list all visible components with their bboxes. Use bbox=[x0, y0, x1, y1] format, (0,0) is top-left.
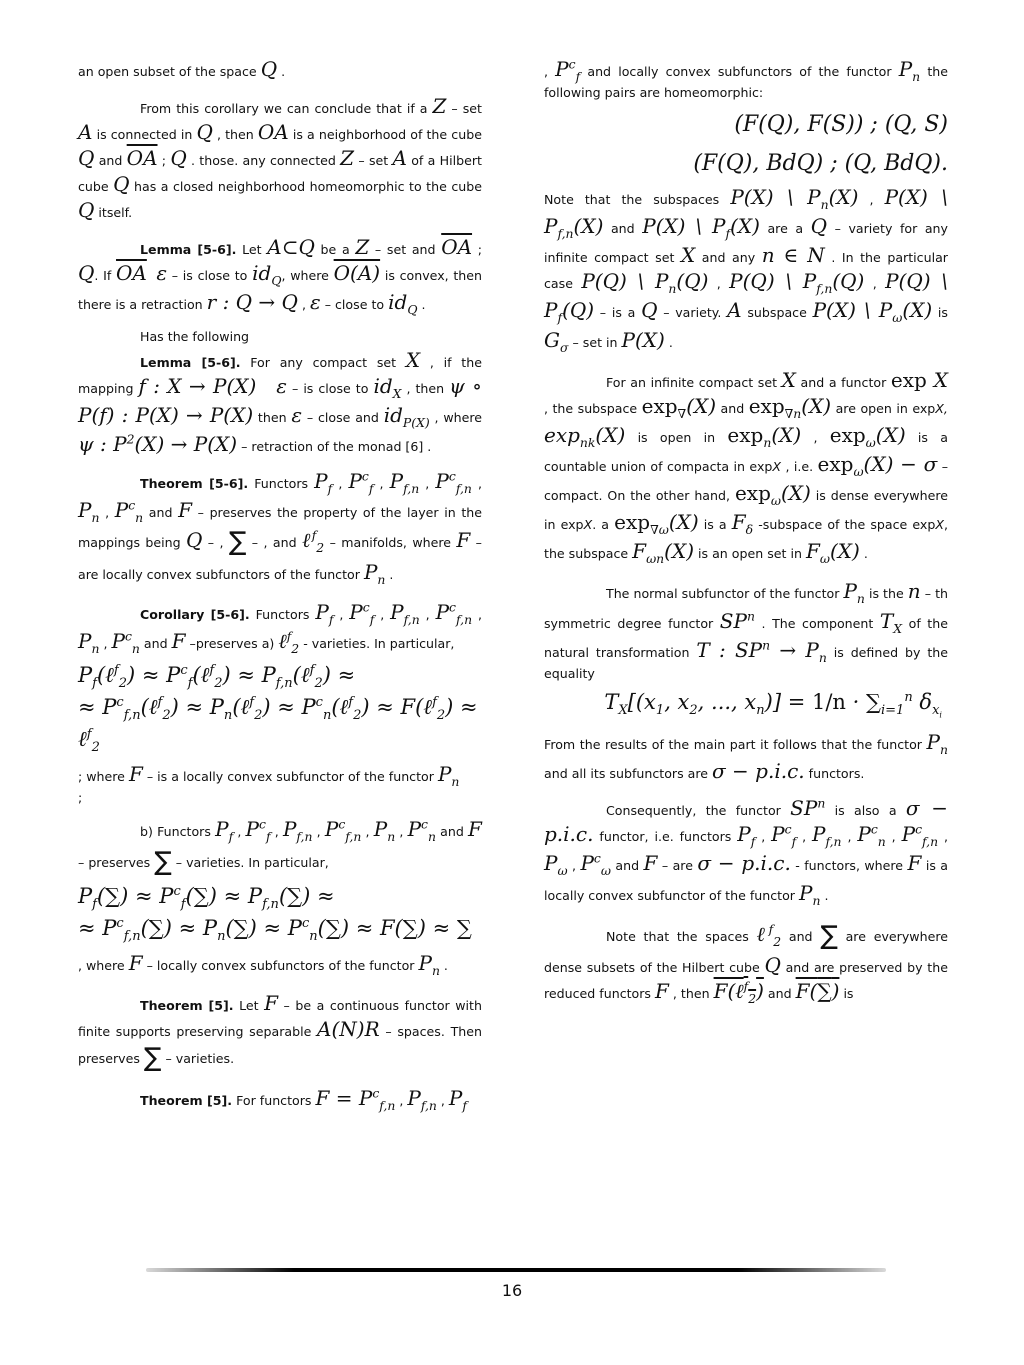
paragraph-corollary-conclusion: From this corollary we can conclude that if a Z – set A is connected in Q , then OA is a neighborhood of the cube Q and $\overline{OA}$ ; Q . those. any connected Z – set A of a Hilbert cube Q has a closed neighborhood homeomorphic to the cube Q itself. bbox=[78, 94, 482, 222]
paragraph-homeomorphic-pairs: , $P^c_f$ and locally convex subfunctors of the functor $P_n$ the following pairs are homeomorphic: bbox=[544, 56, 948, 101]
paragraph-main-results: From the results of the main part it follows that the functor $P_n$ and all its subfunctors are σ − p.i.c. functors. bbox=[544, 730, 948, 784]
left-column bbox=[78, 56, 482, 1125]
page-number: 16 bbox=[501, 1281, 523, 1300]
paragraph-consequently: Consequently, the functor $SP^n$ is also a σ − p.i.c. functor, i.e. functors $P_f$ , $P^c_f$ , $P_{f,n}$ , $P^c_n$ , $P^c_{f,n}$ , $P_\omega$ , $P^c_\omega$ and F – are σ − p.i.c. - functors, where F is a locally convex subfunctor of the functor $P_n$ . bbox=[544, 795, 949, 908]
formula-homeomorphic-pairs: (F(Q), F(S)) ; (Q, S) (F(Q), BdQ) ; (Q, BdQ). bbox=[693, 111, 948, 177]
has-following: Has the following bbox=[140, 329, 250, 345]
formula-sigma-chain: $P_f(\sum) \approx P^c_f(\sum) \approx P_{f,n}(\sum)$ ≈ ≈ $P^c_{f,n}(\sum) \approx P_n(\sum) \approx P^c_n(\sum) \approx F(\sum)$ ≈ ∑ bbox=[78, 884, 472, 945]
paragraph-exp-subspaces: For an infinite compact set X and a functor exp X , the subspace $\exp_\nabla(X)$ and $\exp_{\nabla n}(X)$ are open in expX, $\exp_{nk}(X)$ is open in $\exp_n(X)$ , $\exp_\omega(X)$ is a countable union of compacta in expX , i.e. $\exp_\omega(X) - \sigma$ – compact. On the other hand, $\exp_\omega(X)$ is dense everywhere in expX. a $\exp_{\nabla\omega}(X)$ is a $F_\delta$ -subspace of the space expX, the subspace $F_{\omega n}(X)$ is an open set in $F_\omega(X)$ . bbox=[544, 367, 949, 567]
corollary-varieties: Corollary [5-6]. Functors $P_f$ , $P^c_f$ , $P_{f,n}$ , $P^c_{f,n}$ , $P_n$ , $P^c_n$ and F –preserves a) ℓ$^f_2$ - varieties. In particular, bbox=[78, 599, 483, 657]
lemma-retraction: Lemma [5-6]. Let A⊂Q be a Z – set and $\overline{OA}$ ; Q. If $\overline{OA}$ ε – is close to $id_Q$, where O(A) is convex, then there is a retraction r : Q → Q , ε – close to $id_Q$ . bbox=[78, 235, 483, 318]
lemma-compact-set: Lemma [5-6]. For any compact set X , if the mapping f : X → P(X) ε – is close to $id_X$ , then ψ ∘ P(f) : P(X) → P(X) then ε – close and $id_{P(X)}$ , where ψ : $P^2(X) \to P(X)$ – retraction of the monad [6] . bbox=[78, 347, 482, 457]
paragraph-subspaces-note: Note that the subspaces P(X) \ $P_n(X)$ , P(X) \ $P_{f,n}(X)$ and P(X) \ $P_f(X)$ are a Q – variety for any infinite compact set X and any n ∈ N . In the particular case P(Q) \ $P_n(Q)$ , P(Q) \ $P_{f,n}(Q)$ , P(Q) \ $P_f(Q)$ – is a Q – variety. A subspace P(X) \ $P_\omega(X)$ is $G_\sigma$ – set in P(X) . bbox=[544, 185, 949, 355]
formula-natural-transformation: $T_X[(x_1$, $x_2$, ..., $x_n)] = 1/n \cdot \sum_{i=1}^n$ $\delta_{x_i}$ bbox=[604, 689, 942, 720]
theorem-functors: Theorem [5]. For functors $F = P^c_{f,n}$ , $P_{f,n}$ , $P_f$ bbox=[140, 1085, 467, 1114]
corollary-note-b: , where F – locally convex subfunctors of the functor $P_n$ . bbox=[78, 950, 448, 978]
footer-rule bbox=[146, 1268, 886, 1272]
paragraph-dense-subsets: Note that the spaces ℓ$^f_2$ and ∑ are everywhere dense subsets of the Hilbert cube Q and are preserved by the reduced functors F , then F(ℓ$^f_2$) and F(∑) is bbox=[544, 920, 948, 1007]
corollary-note-a: ; where F – is a locally convex subfunctor of the functor $P_n$ ; bbox=[78, 761, 460, 805]
theorem-layer-property: Theorem [5-6]. Functors $P_f$ , $P^c_f$ , $P_{f,n}$ , $P^c_{f,n}$ , $P_n$ , $P^c_n$ and F – preserves the property of the layer in the mappings being Q – , ∑ – , and ℓ$^f_2$ – manifolds, where F – are locally convex subfunctors of the functor $P_n$ . bbox=[78, 468, 483, 587]
corollary-part-b: b) Functors $P_f$ , $P^c_f$ , $P_{f,n}$ , $P^c_{f,n}$ , $P_n$ , $P^c_n$ and F – preserves ∑ – varieties. In particular, bbox=[78, 816, 482, 877]
right-column bbox=[544, 56, 948, 1018]
paragraph-normal-subfunctor: The normal subfunctor of the functor $P_n$ is the n – th symmetric degree functor $SP^n$ . The component $T_X$ of the natural transformation T : $SP^n \to P_n$ is defined by the equality bbox=[544, 579, 948, 681]
theorem-continuous-functor: Theorem [5]. Let F – be a continuous functor with finite supports preserving separable A(N)R – spaces. Then preserves ∑ – varieties. bbox=[78, 990, 482, 1073]
formula-l2f-chain: $P_f(\ell^f_2)$ ≈ $P^c_f(\ell^f_2)$ ≈ $P_{f,n}(\ell^f_2)$ ≈ ≈ $P^c_{f,n}(\ell^f_2)$ ≈ $P_n(\ell^f_2)$ ≈ $P^c_n(\ell^f_2)$ ≈ F(ℓ$^f_2$) ≈ ℓ$^f_2$ bbox=[78, 663, 478, 756]
paragraph-open-subset: an open subset of the space Q . bbox=[78, 57, 286, 81]
